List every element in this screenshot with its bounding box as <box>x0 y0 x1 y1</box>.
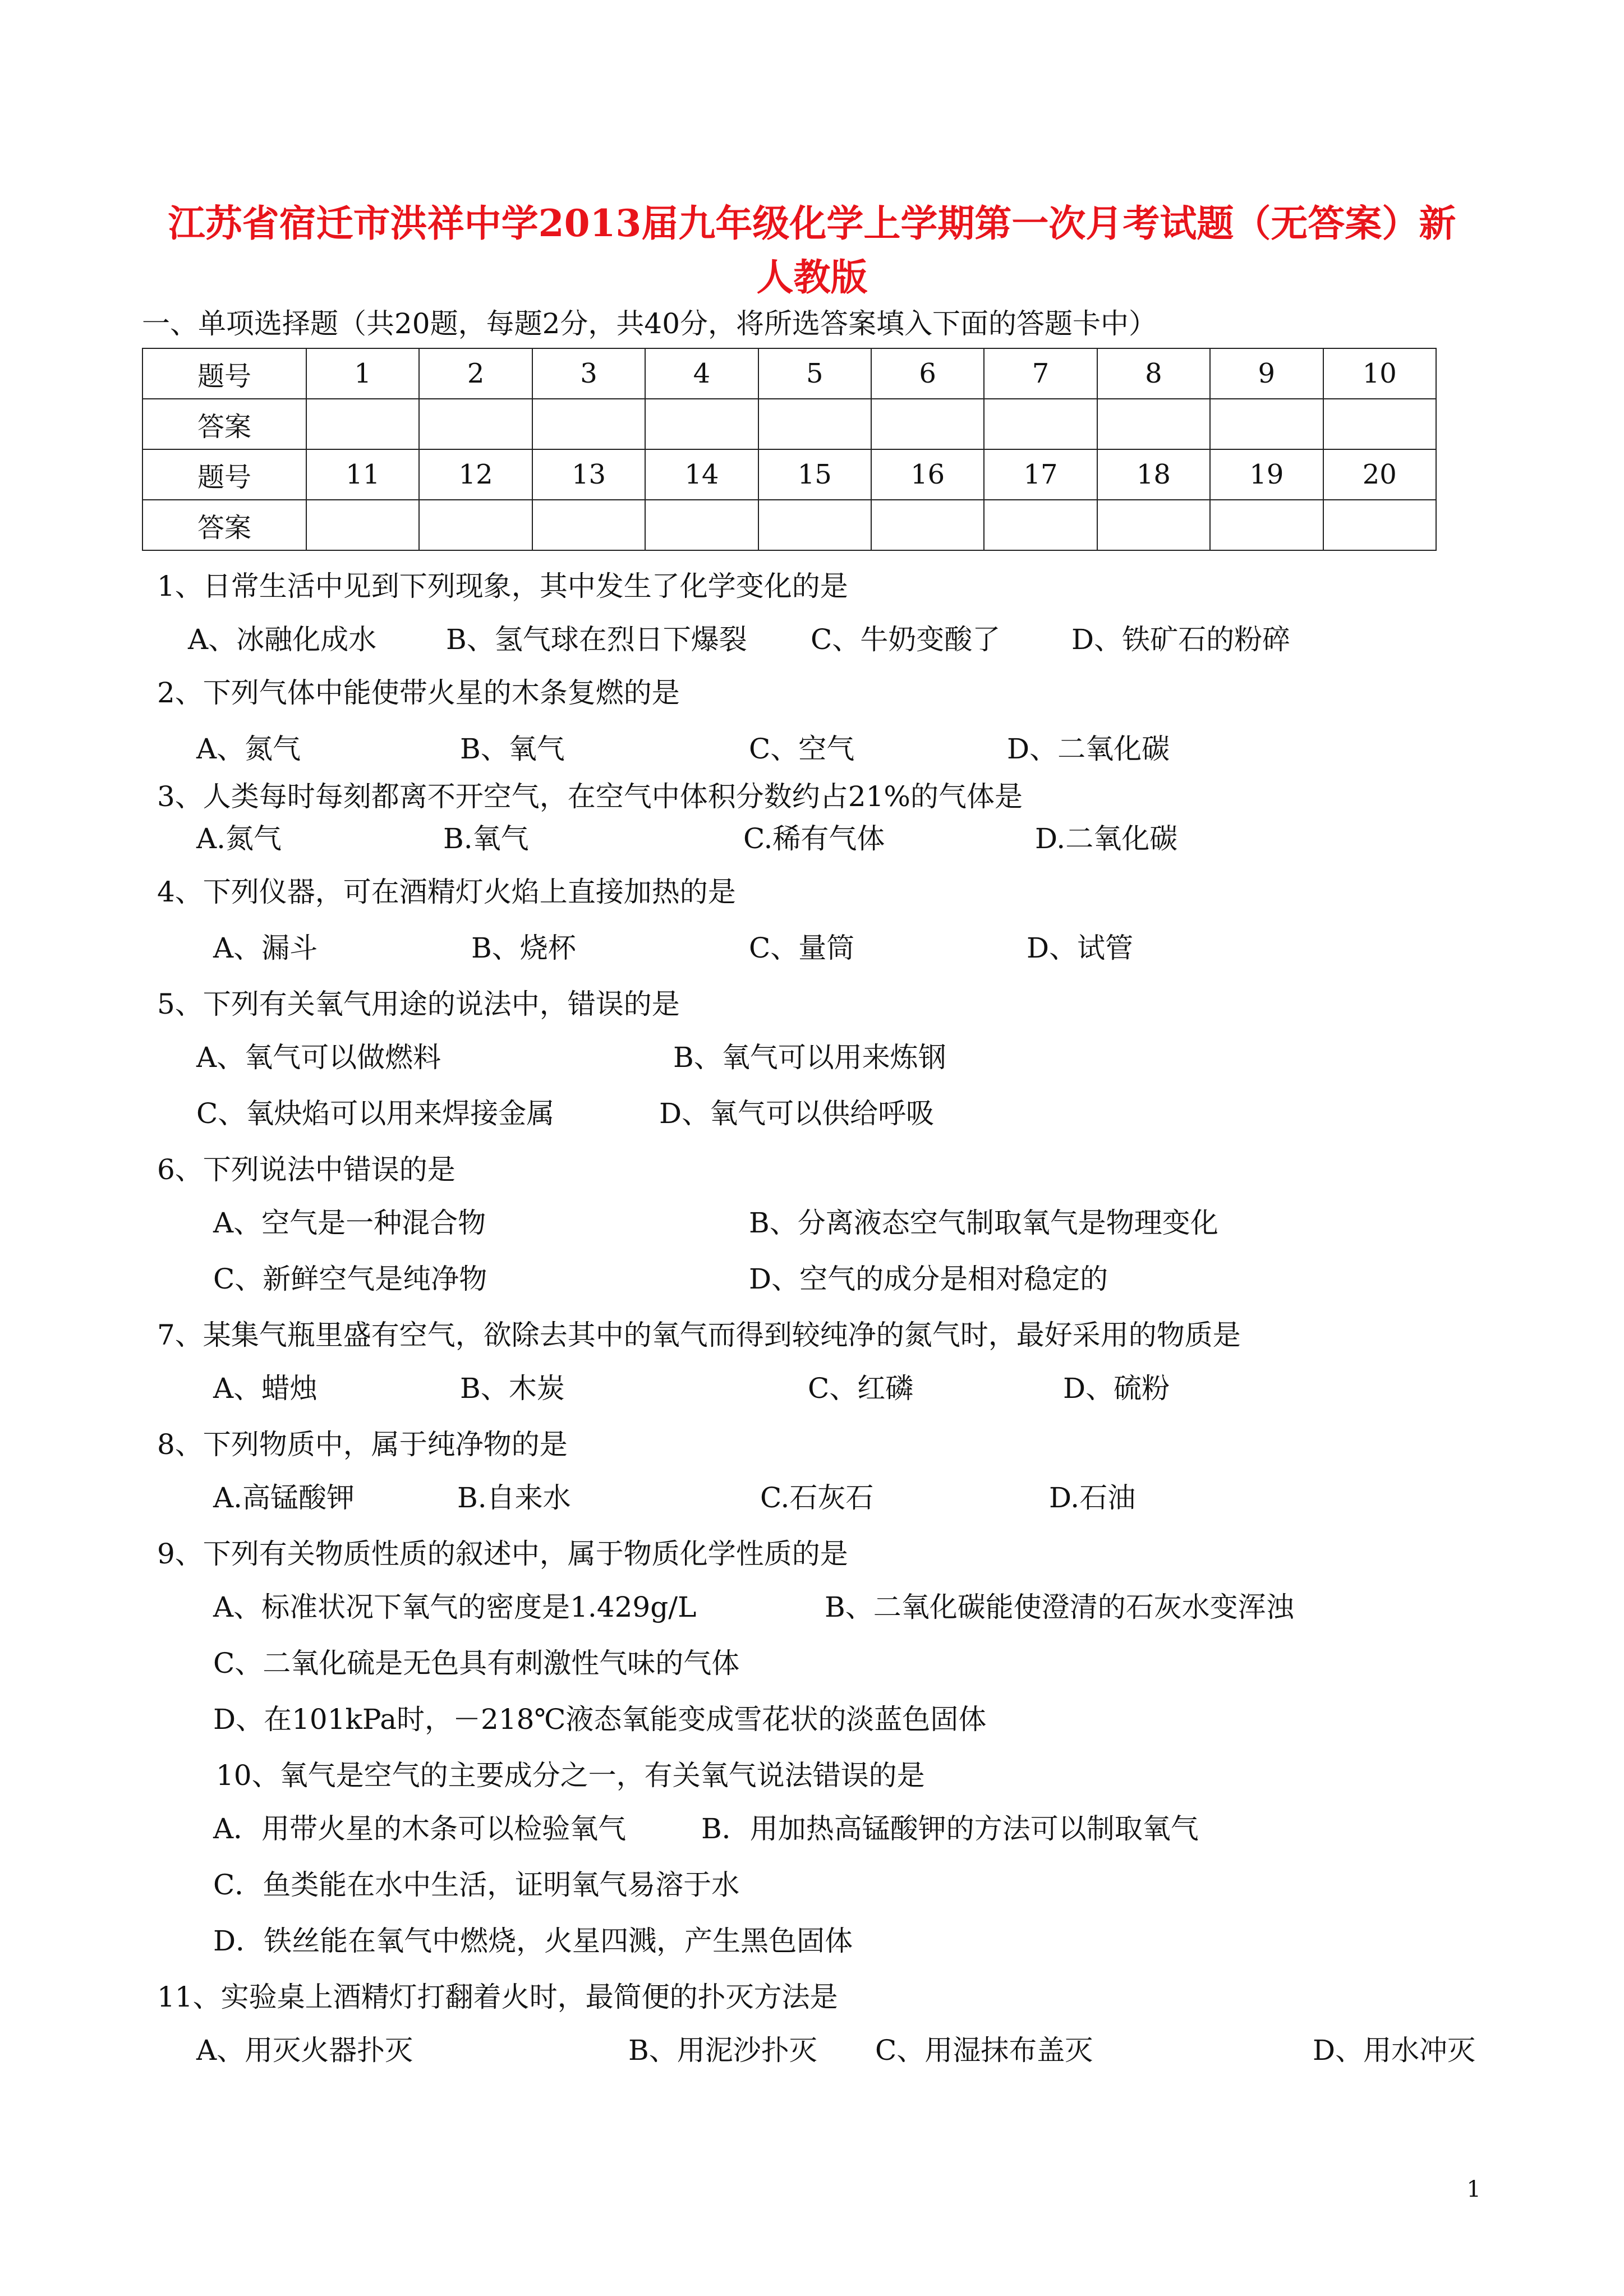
question-number: 1 <box>306 348 419 399</box>
question-number: 4 <box>645 348 758 399</box>
page-number: 1 <box>1466 2177 1481 2202</box>
question-11: 11、实验桌上酒精灯打翻着火时，最简便的扑灭方法是 <box>157 1981 838 2013</box>
question-number: 3 <box>532 348 645 399</box>
question-number: 20 <box>1323 449 1436 500</box>
option-d: D、铁矿石的粉碎 <box>1071 623 1291 656</box>
option-a: A、冰融化成水 <box>188 623 377 656</box>
question-10-options-row1 <box>0 1809 1624 1848</box>
option-b: B、氢气球在烈日下爆裂 <box>446 623 747 656</box>
number-header: 题号 <box>142 348 306 399</box>
answer-cell[interactable] <box>1097 399 1210 449</box>
option-a: A.高锰酸钾 <box>213 1481 355 1514</box>
option-c: C、二氧化硫是无色具有刺激性气味的气体 <box>213 1647 740 1680</box>
question-number: 14 <box>645 449 758 500</box>
question-7: 7、某集气瓶里盛有空气，欲除去其中的氧气而得到较纯净的氮气时，最好采用的物质是 <box>157 1319 1241 1351</box>
table-row <box>142 500 1436 550</box>
question-6-options-row2 <box>0 1259 1624 1299</box>
question-1-options <box>0 620 1624 659</box>
answer-cell[interactable] <box>645 500 758 550</box>
option-b: B、二氧化碳能使澄清的石灰水变浑浊 <box>825 1591 1294 1623</box>
answer-cell[interactable] <box>532 399 645 449</box>
question-2-options <box>0 729 1624 769</box>
answer-cell[interactable] <box>419 500 532 550</box>
option-d: D．铁丝能在氧气中燃烧，火星四溅，产生黑色固体 <box>213 1925 853 1957</box>
answer-cell[interactable] <box>419 399 532 449</box>
option-c: C.石灰石 <box>760 1481 874 1514</box>
question-8-options <box>0 1478 1624 1517</box>
question-number: 10 <box>1323 348 1436 399</box>
question-11-options <box>0 2031 1624 2070</box>
question-6-options-row1 <box>0 1203 1624 1243</box>
option-c: C、空气 <box>749 733 855 765</box>
option-a: A、空气是一种混合物 <box>213 1207 486 1239</box>
option-c: C．鱼类能在水中生活，证明氧气易溶于水 <box>213 1869 740 1901</box>
question-4-options <box>0 928 1624 968</box>
answer-cell[interactable] <box>758 399 871 449</box>
answer-cell[interactable] <box>871 399 984 449</box>
answer-cell[interactable] <box>984 500 1097 550</box>
exam-title <box>135 196 1489 304</box>
table-row <box>142 399 1436 449</box>
answer-cell[interactable] <box>532 500 645 550</box>
option-d: D、用水冲灭 <box>1313 2034 1476 2067</box>
option-a: A、氮气 <box>196 733 301 765</box>
question-number: 18 <box>1097 449 1210 500</box>
answer-cell[interactable] <box>645 399 758 449</box>
option-d: D、在101kPa时，－218℃液态氧能变成雪花状的淡蓝色固体 <box>213 1703 987 1736</box>
question-9-options-row1 <box>0 1588 1624 1627</box>
question-2: 2、下列气体中能使带火星的木条复燃的是 <box>157 677 680 709</box>
answer-cell[interactable] <box>1210 500 1323 550</box>
question-number: 17 <box>984 449 1097 500</box>
option-b: B．用加热高锰酸钾的方法可以制取氧气 <box>701 1812 1199 1845</box>
option-d: D、空气的成分是相对稳定的 <box>749 1263 1108 1295</box>
option-d: D、试管 <box>1027 932 1134 964</box>
answer-cell[interactable] <box>871 500 984 550</box>
answer-header: 答案 <box>142 500 306 550</box>
option-a: A.氮气 <box>196 822 282 855</box>
answer-header: 答案 <box>142 399 306 449</box>
section-heading: 一、单项选择题（共20题，每题2分，共40分，将所选答案填入下面的答题卡中） <box>142 307 1157 340</box>
answer-cell[interactable] <box>306 399 419 449</box>
question-10: 10、氧气是空气的主要成分之一，有关氧气说法错误的是 <box>216 1759 925 1792</box>
option-b: B、分离液态空气制取氧气是物理变化 <box>749 1207 1218 1239</box>
option-b: B、氧气 <box>460 733 565 765</box>
option-a: A、氧气可以做燃料 <box>196 1041 441 1074</box>
question-3: 3、人类每时每刻都离不开空气，在空气中体积分数约占21%的气体是 <box>157 780 1023 813</box>
option-c: C.稀有气体 <box>743 822 885 855</box>
question-number: 5 <box>758 348 871 399</box>
question-number: 6 <box>871 348 984 399</box>
title-line-2: 人教版 <box>756 255 868 299</box>
question-5-options-row1 <box>0 1038 1624 1077</box>
option-c: C、用湿抹布盖灭 <box>875 2034 1093 2067</box>
option-d: D、氧气可以供给呼吸 <box>659 1097 935 1130</box>
option-a: A、漏斗 <box>213 932 318 964</box>
answer-cell[interactable] <box>758 500 871 550</box>
option-b: B、用泥沙扑灭 <box>628 2034 817 2067</box>
option-c: C、红磷 <box>808 1372 914 1405</box>
question-number: 8 <box>1097 348 1210 399</box>
table-row <box>142 449 1436 500</box>
answer-cell[interactable] <box>306 500 419 550</box>
question-3-options <box>0 819 1624 858</box>
option-b: B、烧杯 <box>471 932 576 964</box>
question-number: 7 <box>984 348 1097 399</box>
question-number: 2 <box>419 348 532 399</box>
question-9: 9、下列有关物质性质的叙述中，属于物质化学性质的是 <box>157 1538 848 1570</box>
answer-card-table <box>142 348 1437 551</box>
number-header: 题号 <box>142 449 306 500</box>
option-c: C、新鲜空气是纯净物 <box>213 1263 487 1295</box>
question-6: 6、下列说法中错误的是 <box>157 1153 456 1186</box>
option-b: B.自来水 <box>457 1481 571 1514</box>
option-a: A、用灭火器扑灭 <box>196 2034 413 2067</box>
question-8: 8、下列物质中，属于纯净物的是 <box>157 1428 568 1461</box>
question-7-options <box>0 1369 1624 1408</box>
question-number: 15 <box>758 449 871 500</box>
option-a: A．用带火星的木条可以检验氧气 <box>213 1812 627 1845</box>
answer-cell[interactable] <box>1210 399 1323 449</box>
option-b: B.氧气 <box>443 822 529 855</box>
option-d: D、二氧化碳 <box>1007 733 1170 765</box>
table-row <box>142 348 1436 399</box>
question-number: 19 <box>1210 449 1323 500</box>
option-c: C、牛奶变酸了 <box>811 623 1001 656</box>
answer-cell[interactable] <box>1323 500 1436 550</box>
question-number: 12 <box>419 449 532 500</box>
question-number: 9 <box>1210 348 1323 399</box>
answer-cell[interactable] <box>1097 500 1210 550</box>
question-number: 13 <box>532 449 645 500</box>
option-d: D.石油 <box>1049 1481 1136 1514</box>
option-b: B、氧气可以用来炼钢 <box>673 1041 946 1074</box>
question-1: 1、日常生活中见到下列现象，其中发生了化学变化的是 <box>157 570 848 602</box>
question-number: 11 <box>306 449 419 500</box>
option-b: B、木炭 <box>460 1372 565 1405</box>
question-4: 4、下列仪器，可在酒精灯火焰上直接加热的是 <box>157 876 736 908</box>
option-d: D、硫粉 <box>1063 1372 1170 1405</box>
question-5-options-row2 <box>0 1094 1624 1133</box>
option-a: A、标准状况下氧气的密度是1.429g/L <box>213 1591 697 1623</box>
option-a: A、蜡烛 <box>213 1372 318 1405</box>
title-line-1: 江苏省宿迁市洪祥中学2013届九年级化学上学期第一次月考试题（无答案）新 <box>168 201 1456 245</box>
question-5: 5、下列有关氧气用途的说法中，错误的是 <box>157 988 680 1020</box>
answer-cell[interactable] <box>1323 399 1436 449</box>
option-c: C、氧炔焰可以用来焊接金属 <box>196 1097 555 1130</box>
answer-cell[interactable] <box>984 399 1097 449</box>
question-number: 16 <box>871 449 984 500</box>
option-c: C、量筒 <box>749 932 855 964</box>
option-d: D.二氧化碳 <box>1035 822 1178 855</box>
